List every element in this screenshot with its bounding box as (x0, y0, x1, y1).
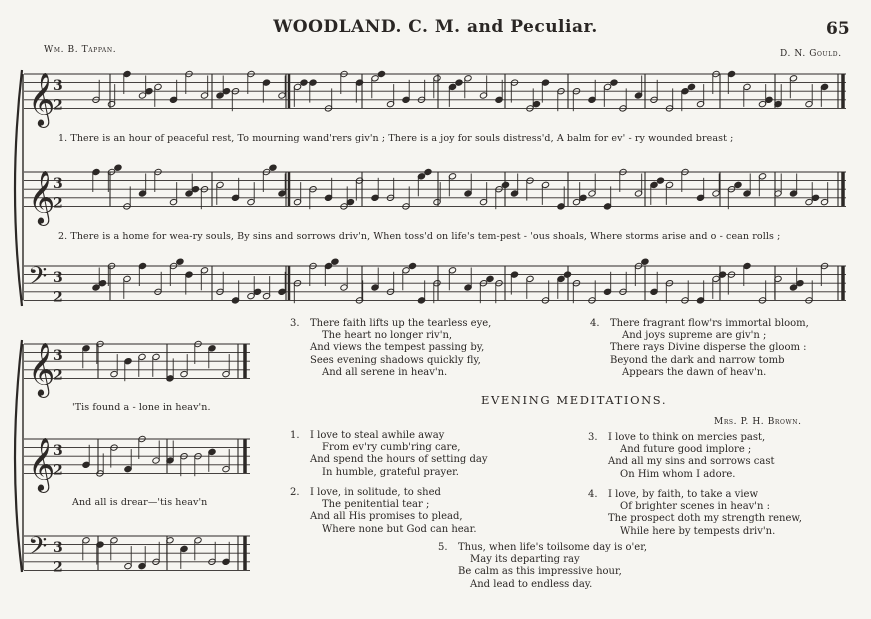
time-signature-bottom: 2 (53, 97, 63, 114)
bass-clef-icon: 𝄢 (28, 532, 48, 568)
treble-clef-icon: 𝄞 (28, 169, 56, 224)
note-head (656, 177, 664, 184)
page-number: 65 (826, 19, 850, 39)
bass-clef-icon: 𝄢 (28, 262, 48, 298)
lyricist-credit: Wm. B. Tappan. (44, 45, 117, 55)
lyrics-tail-1: 'Tis found a - lone in heav'n. (72, 402, 211, 413)
page-title: WOODLAND. C. M. and Peculiar. (273, 17, 598, 37)
note-head (455, 79, 463, 86)
section-author: Mrs. P. H. Brown. (714, 417, 802, 427)
note-head (377, 70, 385, 77)
system-brace (15, 340, 22, 572)
time-signature-top: 3 (53, 348, 63, 365)
note-head (563, 271, 571, 278)
note-head (486, 275, 494, 282)
treble-clef-icon: 𝄞 (28, 71, 56, 126)
time-signature-bottom: 2 (53, 559, 63, 576)
time-signature-bottom: 2 (53, 367, 63, 384)
note-head (114, 164, 122, 171)
time-signature-top: 3 (53, 540, 63, 557)
composer-credit: D. N. Gould. (780, 49, 842, 59)
note-head (176, 258, 184, 265)
note-head (734, 181, 742, 188)
treble-clef-icon: 𝄞 (28, 341, 56, 396)
section-heading: EVENING MEDITATIONS. (481, 393, 668, 407)
time-signature-top: 3 (53, 270, 63, 287)
note-head (408, 262, 416, 269)
note-head (269, 164, 277, 171)
time-signature-bottom: 2 (53, 289, 63, 306)
time-signature-bottom: 2 (53, 462, 63, 479)
note-head (610, 79, 618, 86)
note-head (641, 258, 649, 265)
lyrics-verse-2: 2. There is a home for wea-ry souls, By sins and sorrows driv'n, When toss'd on life's tem-pest - 'ous shoals, Where storms arise and o - cean rolls ; (58, 231, 781, 242)
time-signature-top: 3 (53, 443, 63, 460)
time-signature-bottom: 2 (53, 195, 63, 212)
treble-clef-icon: 𝄞 (28, 436, 56, 491)
time-signature-top: 3 (53, 176, 63, 193)
note-head (687, 83, 695, 90)
note-head (501, 181, 509, 188)
clefs (28, 71, 63, 575)
time-signature-top: 3 (53, 78, 63, 95)
note-head (424, 168, 432, 175)
lyrics-verse-1: 1. There is an hour of peaceful rest, To mourning wand'rers giv'n ; There is a joy for souls distress'd, A balm for ev' - ry wounded breast ; (58, 133, 734, 144)
note-head (331, 258, 339, 265)
hymnal-page: WOODLAND. C. M. and Peculiar. 65 Wm. B. Tappan. D. N. Gould. 𝄞 3 2 𝄞 3 2 𝄢 3 2 𝄞 3 2 𝄞 3 2 𝄢 3 2 1. There is an hour of peaceful rest, To mourning wand'rers giv'n ; There is a joy for souls distress'd, A balm for ev' - ry wounded breast ; 2. There is a home for wea-ry souls, By sins and sorrows driv'n, When toss'd on life's tem-pest - 'ous shoals, Where storms arise and o - cean rolls ; 'Tis found a - lone in heav'n. And all is drear—'tis heav'n 3. There faith lifts up the tearless eye, The heart no longer riv'n, And views the tempest passing by, Sees evening shadows quickly fly, And all serene in heav'n. 4. There fragrant flow'rs immortal bloom, And joys supreme are giv'n ; There rays Divine disperse the gloom : Beyond the dark and narrow tomb Appears the dawn of heav'n. EVENING MEDITATIONS. Mrs. P. H. Brown. 1. I love to steal awhile away From ev'ry cumb'ring care, And spend the hours of setting day In humble, grateful prayer. 2. I love, in solitude, to shed The penitential tear ; And all His promises to plead, Where none but God can hear. 3. I love to think on mercies past, And future good implore ; And all my sins and sorrows cast On Him whom I adore. 4. I love, by faith, to take a view Of brighter scenes in heav'n : The prospect doth my strength renew, While here by tempests driv'n. 5. Thus, when life's toilsome day is o'er, May its departing ray Be calm as this impressive hour, And lead to endless day. (0, 0, 871, 619)
system-brace (15, 70, 22, 306)
lyrics-tail-2: And all is drear—'tis heav'n (72, 497, 208, 508)
note-head (300, 79, 308, 86)
